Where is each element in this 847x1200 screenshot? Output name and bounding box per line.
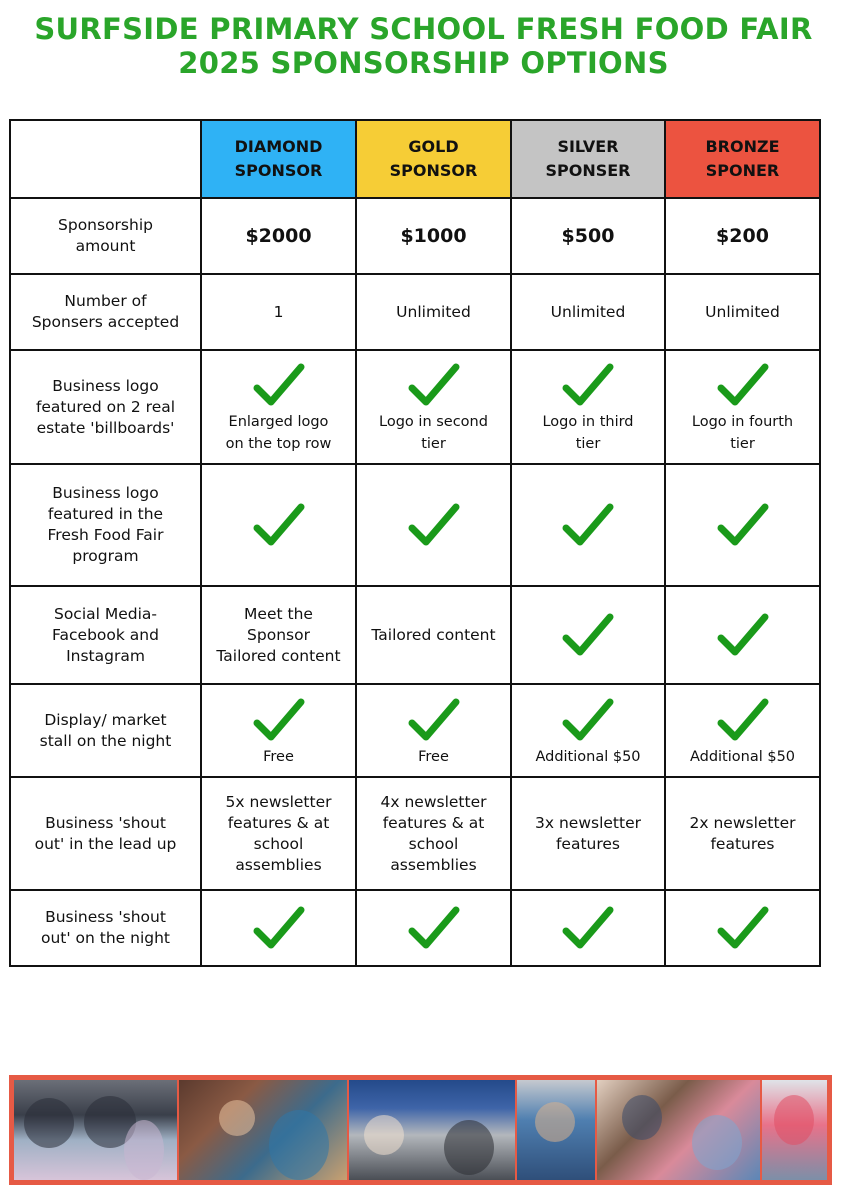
tier-header-row [10, 120, 820, 198]
feature-label [10, 350, 201, 464]
feature-label-line: Sponsers accepted [31, 313, 180, 331]
tier-cell-content [208, 792, 349, 876]
tier-cell [356, 464, 511, 586]
tier-cell-text: tier [575, 436, 601, 452]
check-icon [715, 360, 771, 410]
tier-cell-text: Tailored content [371, 625, 496, 644]
tier-cell-content [672, 302, 813, 323]
tier-cell [665, 464, 820, 586]
tier-cell-content [208, 302, 349, 323]
tier-cell-content [363, 625, 504, 646]
tier-cell [201, 777, 356, 890]
feature-label-line: Facebook and [52, 625, 159, 644]
tier-name: BRONZE [705, 137, 780, 156]
tier-cell-text: school [408, 834, 459, 853]
check-icon [406, 903, 462, 953]
tier-cell-content [208, 903, 349, 953]
tier-cell-content [518, 360, 658, 454]
tier-cell-text: features & at [382, 813, 485, 832]
event-photo [597, 1080, 760, 1180]
check-icon [406, 500, 462, 550]
tier-cell [665, 586, 820, 684]
feature-row [10, 777, 820, 890]
tier-cell-text: assemblies [390, 855, 477, 874]
check-icon [560, 360, 616, 410]
tier-cell-text: Enlarged logo [228, 414, 329, 430]
tier-cell-content [672, 903, 813, 953]
tier-header-silver [511, 120, 665, 198]
tier-cell [356, 198, 511, 274]
sponsorship-amount: $200 [716, 224, 769, 247]
tier-cell-content [672, 813, 813, 855]
tier-cell-content [363, 302, 504, 323]
feature-label-line: Business 'shout [45, 813, 166, 832]
tier-cell-content [518, 610, 658, 660]
tier-cell [201, 890, 356, 966]
feature-label-line: Business logo [52, 484, 159, 502]
check-icon [560, 903, 616, 953]
check-icon [251, 500, 307, 550]
tier-cell-content [672, 360, 813, 454]
tier-cell [201, 274, 356, 350]
feature-label-line: Number of [64, 292, 147, 310]
check-icon [560, 695, 616, 745]
tier-cell [511, 684, 665, 777]
check-icon [251, 903, 307, 953]
tier-cell-content [208, 604, 349, 667]
tier-cell-text: 4x newsletter [380, 792, 487, 811]
feature-row [10, 890, 820, 966]
tier-cell-text: Tailored content [216, 646, 341, 665]
tier-cell [665, 777, 820, 890]
tier-cell [356, 684, 511, 777]
tier-kind: SPONSOR [234, 161, 323, 180]
check-icon [715, 500, 771, 550]
feature-label-line: estate 'billboards' [36, 418, 175, 437]
feature-label-line: featured on 2 real [35, 397, 176, 416]
tier-cell-text: features & at [227, 813, 330, 832]
feature-label-line: Display/ market [44, 710, 167, 729]
tier-cell-content [208, 695, 349, 767]
event-photo-strip [9, 1075, 832, 1185]
check-icon [560, 610, 616, 660]
feature-label-line: featured in the [47, 505, 164, 523]
feature-row [10, 274, 820, 350]
tier-cell-text: school [253, 834, 304, 853]
tier-cell [201, 350, 356, 464]
tier-cell-content [363, 695, 504, 767]
sponsorship-table [9, 119, 821, 967]
tier-cell-text: 2x newsletter [689, 813, 796, 832]
feature-label-line: Instagram [66, 646, 145, 665]
feature-label [10, 274, 201, 350]
tier-cell [356, 777, 511, 890]
tier-cell-text: 1 [273, 302, 284, 321]
feature-row [10, 464, 820, 586]
tier-cell [356, 586, 511, 684]
check-icon [406, 695, 462, 745]
tier-cell [201, 464, 356, 586]
tier-cell-content [518, 226, 658, 247]
header-corner [10, 120, 201, 198]
tier-cell-content [208, 360, 349, 454]
feature-label-line: stall on the night [39, 731, 172, 750]
tier-cell-content [208, 500, 349, 550]
tier-cell [356, 274, 511, 350]
feature-label [10, 464, 201, 586]
tier-cell-text: Logo in second [379, 414, 488, 430]
tier-cell-text: features [555, 834, 621, 853]
tier-cell-content [672, 695, 813, 767]
tier-cell-text: on the top row [225, 436, 332, 452]
tier-cell-text: Logo in fourth [691, 414, 794, 430]
tier-cell-content [672, 610, 813, 660]
tier-header-gold [356, 120, 511, 198]
tier-cell-content [518, 695, 658, 767]
tier-cell [665, 198, 820, 274]
tier-cell [511, 464, 665, 586]
check-icon [715, 610, 771, 660]
tier-cell-text: Free [418, 748, 449, 765]
feature-label-line: program [72, 547, 139, 565]
tier-cell-text: 5x newsletter [225, 792, 332, 811]
feature-label [10, 777, 201, 890]
feature-label [10, 586, 201, 684]
feature-row [10, 586, 820, 684]
tier-cell [511, 350, 665, 464]
tier-cell [356, 350, 511, 464]
feature-label-line: amount [75, 237, 136, 255]
feature-row [10, 350, 820, 464]
check-icon [560, 500, 616, 550]
tier-cell-content [363, 903, 504, 953]
tier-cell [511, 777, 665, 890]
tier-kind: SPONER [705, 161, 780, 180]
tier-kind: SPONSER [545, 161, 631, 180]
tier-cell [201, 198, 356, 274]
tier-cell-text: tier [730, 436, 755, 452]
tier-cell-content [672, 226, 813, 247]
feature-label [10, 684, 201, 777]
tier-cell-text: Additional $50 [535, 748, 641, 765]
feature-label [10, 890, 201, 966]
tier-cell-text: Additional $50 [689, 748, 796, 765]
tier-cell-text: Unlimited [396, 302, 471, 321]
tier-cell-content [518, 302, 658, 323]
tier-cell-text: Unlimited [550, 302, 626, 321]
tier-cell-content [518, 813, 658, 855]
tier-cell-text: Meet the [244, 604, 313, 623]
tier-header-diamond [201, 120, 356, 198]
tier-cell-text: assemblies [235, 855, 322, 874]
feature-label-line: Social Media- [53, 604, 158, 623]
check-icon [251, 360, 307, 410]
tier-cell [356, 890, 511, 966]
feature-label [10, 198, 201, 274]
tier-cell-text: features [710, 834, 775, 853]
event-photo [349, 1080, 515, 1180]
tier-cell [665, 350, 820, 464]
sponsorship-amount: $2000 [245, 224, 312, 247]
tier-cell [665, 684, 820, 777]
tier-cell-text: Unlimited [705, 302, 780, 321]
sponsorship-amount: $1000 [400, 224, 467, 247]
tier-name: DIAMOND [234, 137, 323, 156]
tier-cell [665, 274, 820, 350]
tier-cell [201, 684, 356, 777]
feature-row [10, 684, 820, 777]
event-photo [517, 1080, 595, 1180]
tier-kind: SPONSOR [389, 161, 478, 180]
tier-cell-content [363, 360, 504, 454]
tier-cell-content [363, 226, 504, 247]
tier-header-bronze [665, 120, 820, 198]
tier-cell-text: Logo in third [542, 414, 634, 430]
title-line-1: SURFSIDE PRIMARY SCHOOL FRESH FOOD FAIR [34, 12, 813, 46]
tier-cell-text: Sponsor [247, 625, 310, 644]
feature-label-line: out' in the lead up [34, 834, 177, 853]
tier-cell-text: 3x newsletter [535, 813, 641, 832]
tier-cell-text: Free [263, 748, 294, 765]
check-icon [715, 695, 771, 745]
tier-cell [511, 198, 665, 274]
tier-cell-content [518, 903, 658, 953]
feature-label-line: Business logo [52, 376, 159, 395]
tier-cell [511, 890, 665, 966]
feature-label-line: Fresh Food Fair [47, 526, 164, 544]
tier-cell [665, 890, 820, 966]
tier-cell-content [363, 792, 504, 876]
check-icon [251, 695, 307, 745]
page-title [0, 12, 847, 80]
tier-cell [201, 586, 356, 684]
tier-name: SILVER [557, 137, 619, 156]
tier-cell [511, 274, 665, 350]
check-icon [406, 360, 462, 410]
tier-cell [511, 586, 665, 684]
sponsorship-amount: $500 [561, 224, 615, 247]
feature-row [10, 198, 820, 274]
event-photo [179, 1080, 347, 1180]
event-photo [762, 1080, 827, 1180]
event-photo [14, 1080, 177, 1180]
tier-cell-content [363, 500, 504, 550]
title-line-2: 2025 SPONSORSHIP OPTIONS [178, 46, 669, 80]
feature-label-line: Business 'shout [45, 908, 166, 926]
check-icon [715, 903, 771, 953]
tier-cell-content [208, 226, 349, 247]
feature-label-line: Sponsorship [58, 216, 153, 234]
tier-cell-text: tier [421, 436, 446, 452]
feature-label-line: out' on the night [40, 929, 171, 947]
tier-cell-content [672, 500, 813, 550]
tier-name: GOLD [408, 137, 459, 156]
tier-cell-content [518, 500, 658, 550]
